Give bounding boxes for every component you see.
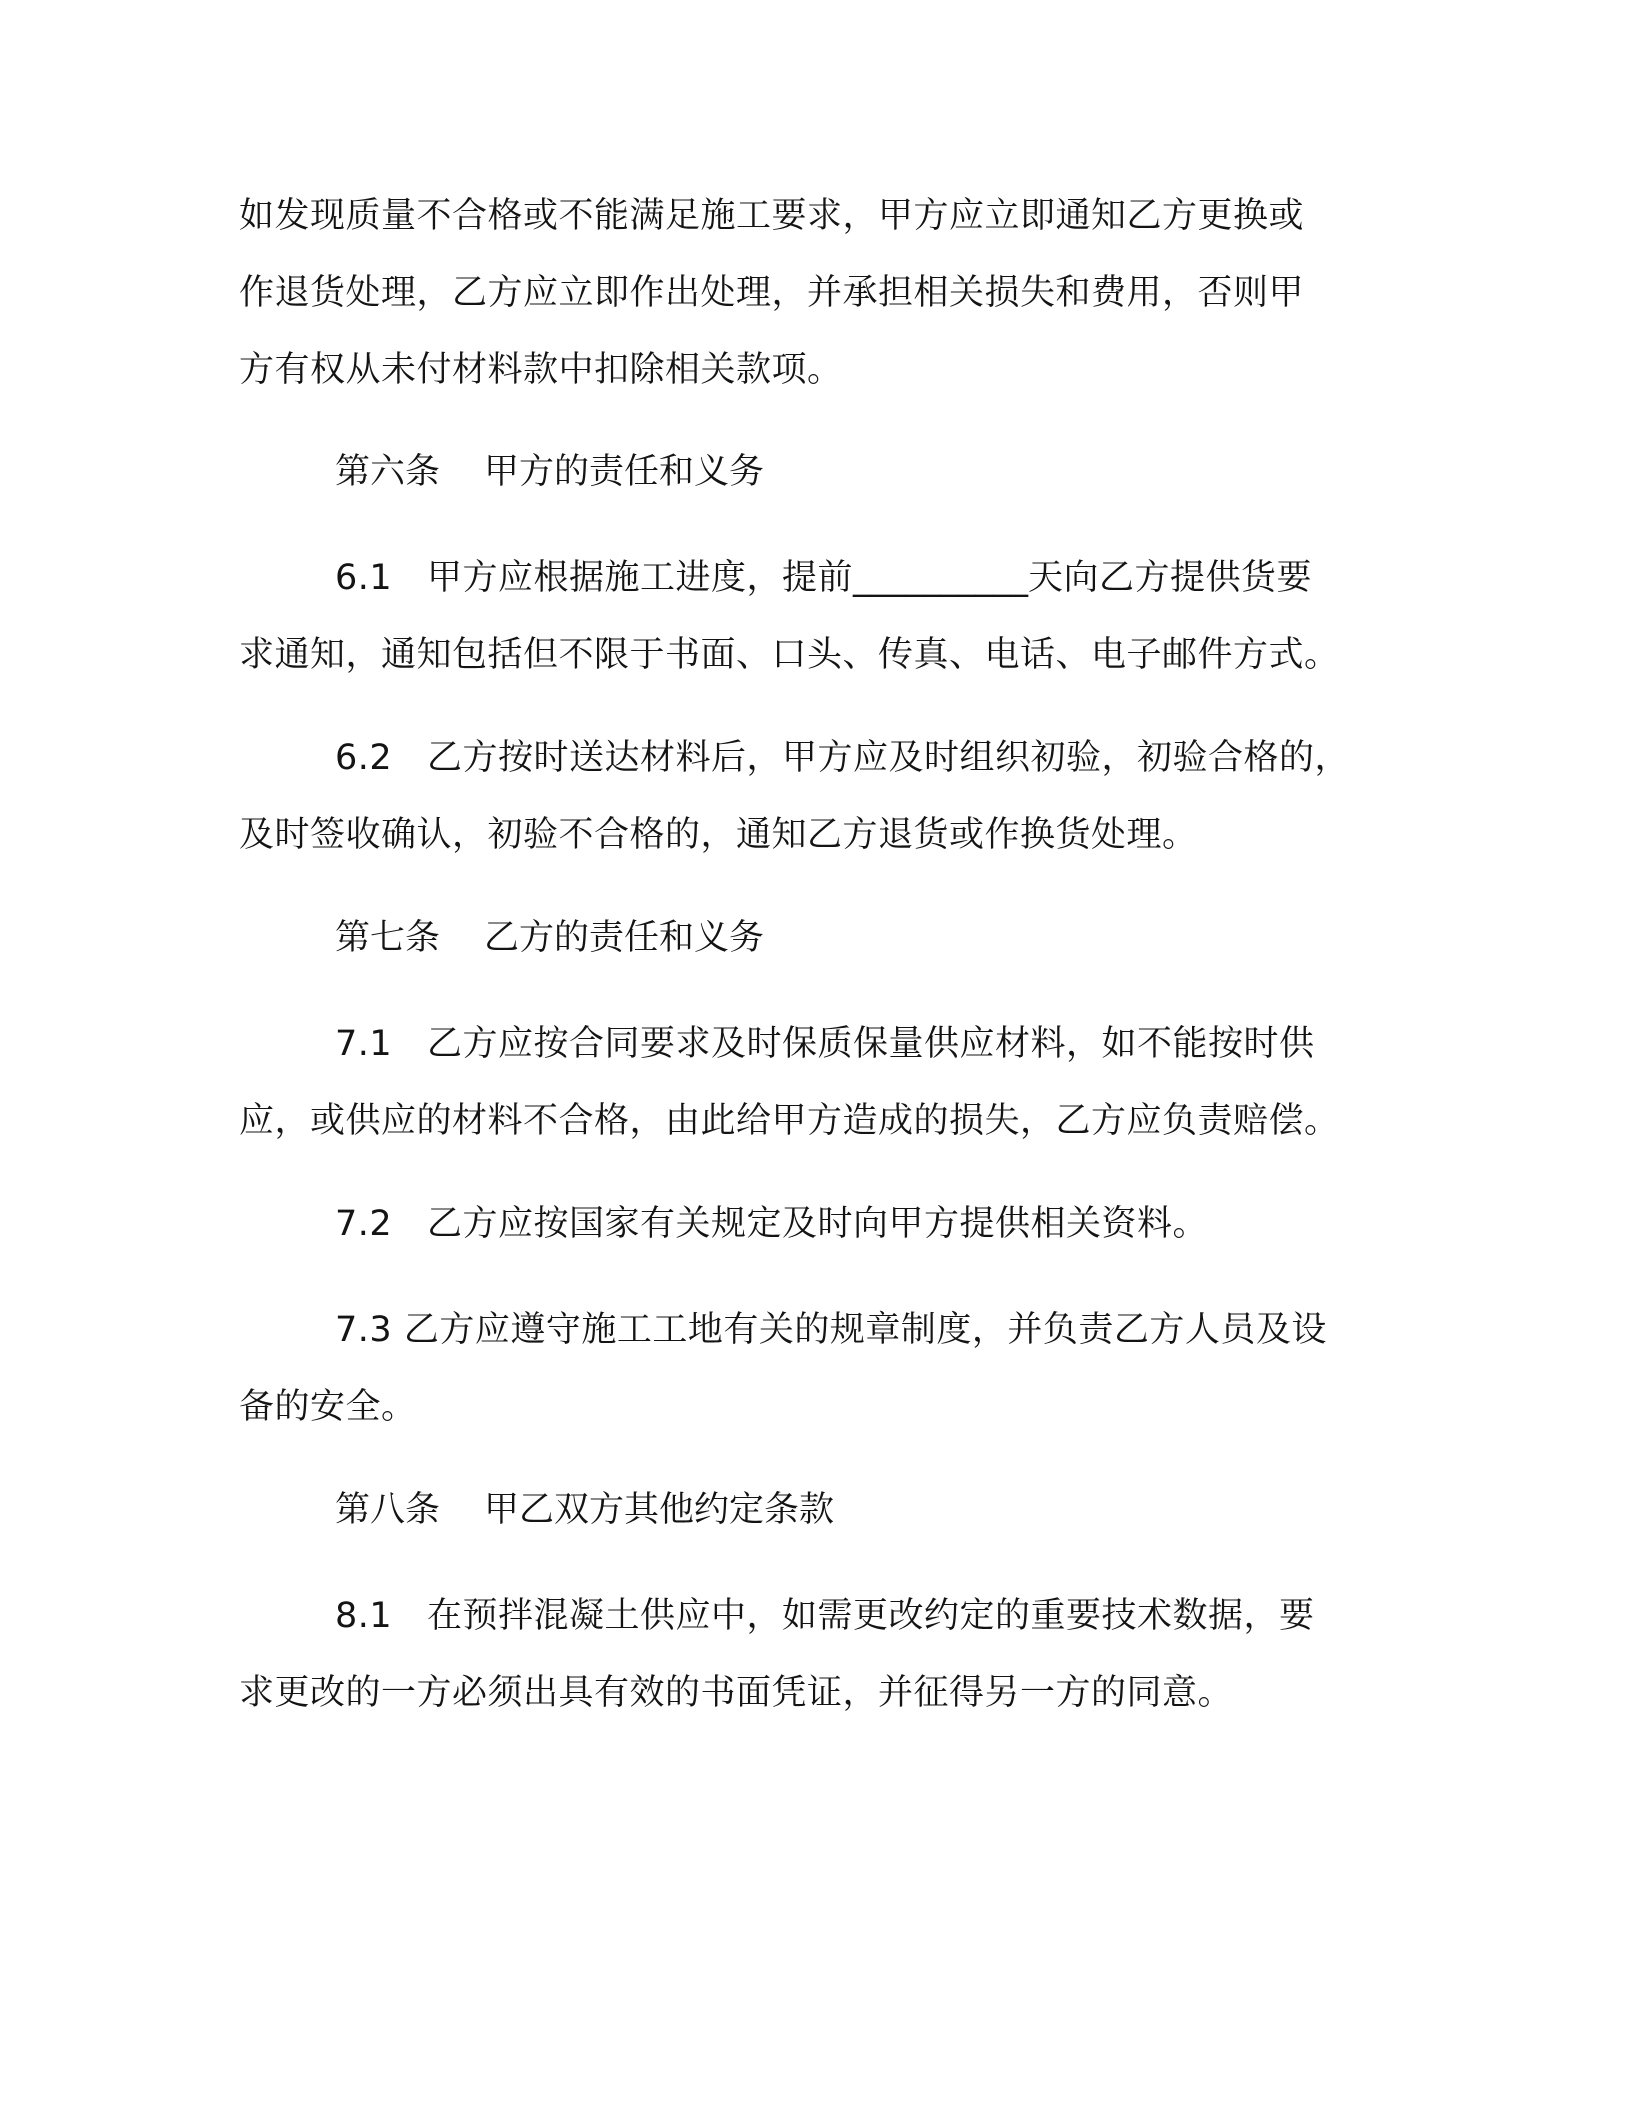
clause-6-2-line-1-text: 乙方按时送达材料后，甲方应及时组织初验，初验合格的， <box>427 738 1351 778</box>
clause-7-1-number: 7.1 <box>335 1024 393 1064</box>
intro-line-2: 作退货处理，乙方应立即作出处理，并承担相关损失和费用，否则甲 <box>239 273 1305 313</box>
intro-line-1: 如发现质量不合格或不能满足施工要求，甲方应立即通知乙方更换或 <box>239 196 1305 236</box>
intro-paragraph <box>239 178 1409 409</box>
clause-8-1-line-1-text: 在预拌混凝土供应中，如需更改约定的重要技术数据，要 <box>427 1596 1315 1636</box>
article-7-title: 乙方的责任和义务 <box>484 918 765 958</box>
clause-6-2-number: 6.2 <box>335 738 393 778</box>
clause-7-1-line-1-text: 乙方应按合同要求及时保质保量供应材料，如不能按时供 <box>427 1024 1315 1064</box>
clause-6-1 <box>239 540 1409 694</box>
clause-7-2 <box>239 1186 1409 1263</box>
intro-line-3: 方有权从未付材料款中扣除相关款项。 <box>239 350 843 390</box>
clause-8-1-number: 8.1 <box>335 1596 393 1636</box>
clause-6-1-line-1 <box>239 540 1409 617</box>
clause-6-1-number: 6.1 <box>335 558 393 598</box>
clause-8-1-line-1 <box>239 1578 1409 1655</box>
clause-6-1-text-after: 天向乙方提供货要 <box>1028 558 1313 598</box>
clause-6-1-text-before: 甲方应根据施工进度，提前 <box>427 558 854 598</box>
article-8-heading <box>335 1472 834 1549</box>
clause-7-3-line-2: 备的安全。 <box>239 1387 417 1427</box>
clause-8-1-line-2: 求更改的一方必须出具有效的书面凭证，并征得另一方的同意。 <box>239 1673 1234 1713</box>
article-6-title: 甲方的责任和义务 <box>484 452 765 492</box>
clause-7-2-line-1-text: 乙方应按国家有关规定及时向甲方提供相关资料。 <box>427 1204 1209 1244</box>
article-7-number: 第七条 <box>335 918 441 958</box>
clause-7-1 <box>239 1006 1409 1160</box>
clause-6-2 <box>239 720 1409 874</box>
clause-7-1-line-2: 应，或供应的材料不合格，由此给甲方造成的损失，乙方应负责赔偿。 <box>239 1101 1340 1141</box>
article-6-heading <box>335 434 764 511</box>
clause-6-2-line-1 <box>239 720 1409 797</box>
clause-7-2-line-1 <box>239 1186 1409 1263</box>
clause-8-1 <box>239 1578 1409 1732</box>
clause-6-1-blank: __________ <box>853 558 1029 598</box>
clause-7-1-line-1 <box>239 1006 1409 1083</box>
article-8-title: 甲乙双方其他约定条款 <box>484 1490 835 1530</box>
clause-6-2-line-2: 及时签收确认，初验不合格的，通知乙方退货或作换货处理。 <box>239 815 1198 855</box>
article-6-number: 第六条 <box>335 452 441 492</box>
clause-7-3 <box>239 1292 1409 1446</box>
clause-6-1-line-2: 求通知，通知包括但不限于书面、口头、传真、电话、电子邮件方式。 <box>239 635 1340 675</box>
article-7-heading <box>335 900 764 977</box>
clause-7-3-line-1-text: 乙方应遵守施工工地有关的规章制度，并负责乙方人员及设 <box>403 1310 1327 1350</box>
clause-7-2-number: 7.2 <box>335 1204 393 1244</box>
clause-7-3-line-1 <box>239 1292 1409 1369</box>
article-8-number: 第八条 <box>335 1490 441 1530</box>
clause-7-3-number: 7.3 <box>335 1310 393 1350</box>
